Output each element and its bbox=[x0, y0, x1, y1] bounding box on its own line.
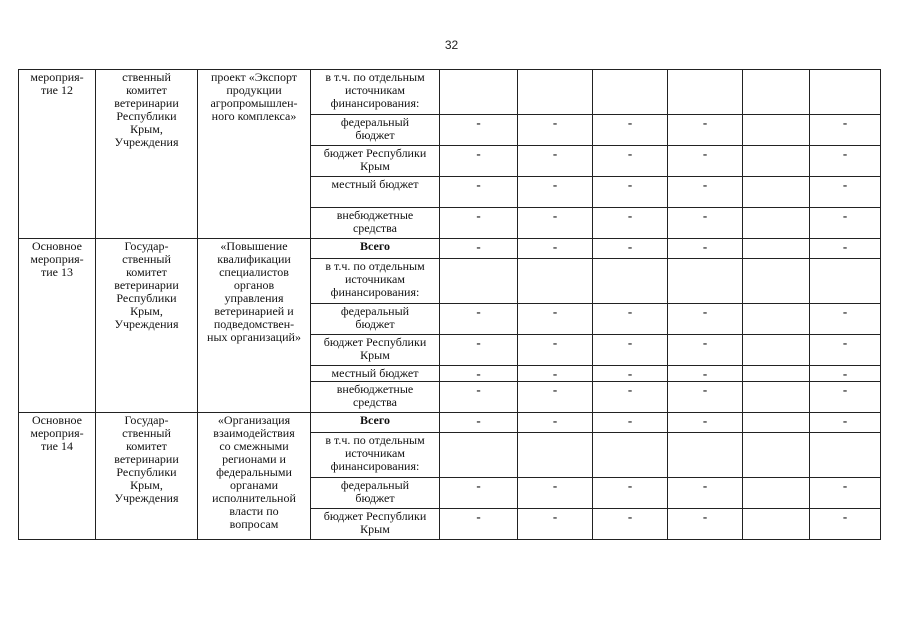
measure-14-executor: Государ- ственный комитет ветеринарии Республики Крым, Учреждения bbox=[96, 413, 198, 540]
value-cell: - bbox=[593, 335, 668, 366]
value-cell: - bbox=[668, 382, 743, 413]
source-federal: федеральный бюджет bbox=[311, 115, 440, 146]
value-cell: - bbox=[440, 335, 518, 366]
value-cell: - bbox=[593, 177, 668, 208]
source-republic: бюджет Республики Крым bbox=[311, 335, 440, 366]
value-cell: - bbox=[440, 304, 518, 335]
value-cell: - bbox=[518, 335, 593, 366]
value-cell: - bbox=[440, 208, 518, 239]
source-by-source: в т.ч. по отдельным источникам финансирования: bbox=[311, 433, 440, 478]
value-cell: - bbox=[518, 413, 593, 433]
source-total: Всего bbox=[311, 413, 440, 433]
value-cell: - bbox=[593, 413, 668, 433]
value-cell: - bbox=[668, 239, 743, 259]
value-cell: - bbox=[518, 304, 593, 335]
source-republic: бюджет Республики Крым bbox=[311, 146, 440, 177]
measure-12-name: мероприя- тие 12 bbox=[19, 70, 96, 239]
source-extra: внебюджетные средства bbox=[311, 208, 440, 239]
value-cell: - bbox=[440, 382, 518, 413]
value-cell: - bbox=[518, 239, 593, 259]
value-cell: - bbox=[440, 239, 518, 259]
measure-14-title: «Организация взаимодействия со смежными регионами и федеральными органами исполнительной власти по вопросам bbox=[198, 413, 311, 540]
measure-13-executor: Государ- ственный комитет ветеринарии Республики Крым, Учреждения bbox=[96, 239, 198, 413]
table-row bbox=[19, 239, 881, 259]
value-cell: - bbox=[593, 509, 668, 540]
source-local: местный бюджет bbox=[311, 366, 440, 382]
value-cell: - bbox=[668, 304, 743, 335]
source-federal: федеральный бюджет bbox=[311, 304, 440, 335]
value-cell: - bbox=[810, 115, 881, 146]
value-cell: - bbox=[810, 208, 881, 239]
value-cell: - bbox=[440, 115, 518, 146]
value-cell: - bbox=[810, 366, 881, 382]
measure-13-title: «Повышение квалификации специалистов органов управления ветеринарией и подведомствен- ных организаций» bbox=[198, 239, 311, 413]
value-cell: - bbox=[668, 115, 743, 146]
value-cell: - bbox=[440, 177, 518, 208]
value-cell: - bbox=[593, 304, 668, 335]
budget-table bbox=[18, 69, 881, 540]
source-federal: федеральный бюджет bbox=[311, 478, 440, 509]
value-cell: - bbox=[440, 413, 518, 433]
value-cell: - bbox=[593, 146, 668, 177]
measure-12-title: проект «Экспорт продукции агропромышлен- ного комплекса» bbox=[198, 70, 311, 239]
value-cell: - bbox=[810, 177, 881, 208]
value-cell: - bbox=[518, 115, 593, 146]
source-by-source: в т.ч. по отдельным источникам финансирования: bbox=[311, 70, 440, 115]
table-row bbox=[19, 70, 881, 115]
value-cell: - bbox=[810, 239, 881, 259]
value-cell: - bbox=[668, 208, 743, 239]
value-cell: - bbox=[440, 478, 518, 509]
value-cell: - bbox=[518, 366, 593, 382]
source-extra: внебюджетные средства bbox=[311, 382, 440, 413]
value-cell: - bbox=[593, 115, 668, 146]
source-local: местный бюджет bbox=[311, 177, 440, 208]
value-cell: - bbox=[518, 146, 593, 177]
value-cell: - bbox=[668, 335, 743, 366]
value-cell: - bbox=[668, 509, 743, 540]
value-cell: - bbox=[810, 146, 881, 177]
value-cell: - bbox=[810, 413, 881, 433]
value-cell: - bbox=[810, 509, 881, 540]
value-cell: - bbox=[518, 208, 593, 239]
source-total: Всего bbox=[311, 239, 440, 259]
value-cell: - bbox=[668, 146, 743, 177]
source-republic: бюджет Республики Крым bbox=[311, 509, 440, 540]
measure-12-executor: ственный комитет ветеринарии Республики Крым, Учреждения bbox=[96, 70, 198, 239]
value-cell: - bbox=[668, 366, 743, 382]
value-cell: - bbox=[518, 177, 593, 208]
value-cell: - bbox=[810, 382, 881, 413]
measure-14-name: Основное мероприя- тие 14 bbox=[19, 413, 96, 540]
value-cell: - bbox=[518, 509, 593, 540]
value-cell: - bbox=[518, 382, 593, 413]
table-row bbox=[19, 413, 881, 433]
page-number: 32 bbox=[444, 38, 459, 52]
value-cell: - bbox=[810, 335, 881, 366]
value-cell: - bbox=[593, 208, 668, 239]
value-cell: - bbox=[440, 146, 518, 177]
value-cell: - bbox=[440, 366, 518, 382]
value-cell: - bbox=[668, 478, 743, 509]
value-cell: - bbox=[440, 509, 518, 540]
value-cell: - bbox=[810, 304, 881, 335]
source-by-source: в т.ч. по отдельным источникам финансирования: bbox=[311, 259, 440, 304]
value-cell: - bbox=[668, 413, 743, 433]
value-cell: - bbox=[518, 478, 593, 509]
value-cell: - bbox=[593, 382, 668, 413]
value-cell: - bbox=[593, 239, 668, 259]
value-cell: - bbox=[593, 478, 668, 509]
value-cell: - bbox=[668, 177, 743, 208]
value-cell: - bbox=[593, 366, 668, 382]
measure-13-name: Основное мероприя- тие 13 bbox=[19, 239, 96, 413]
value-cell: - bbox=[810, 478, 881, 509]
